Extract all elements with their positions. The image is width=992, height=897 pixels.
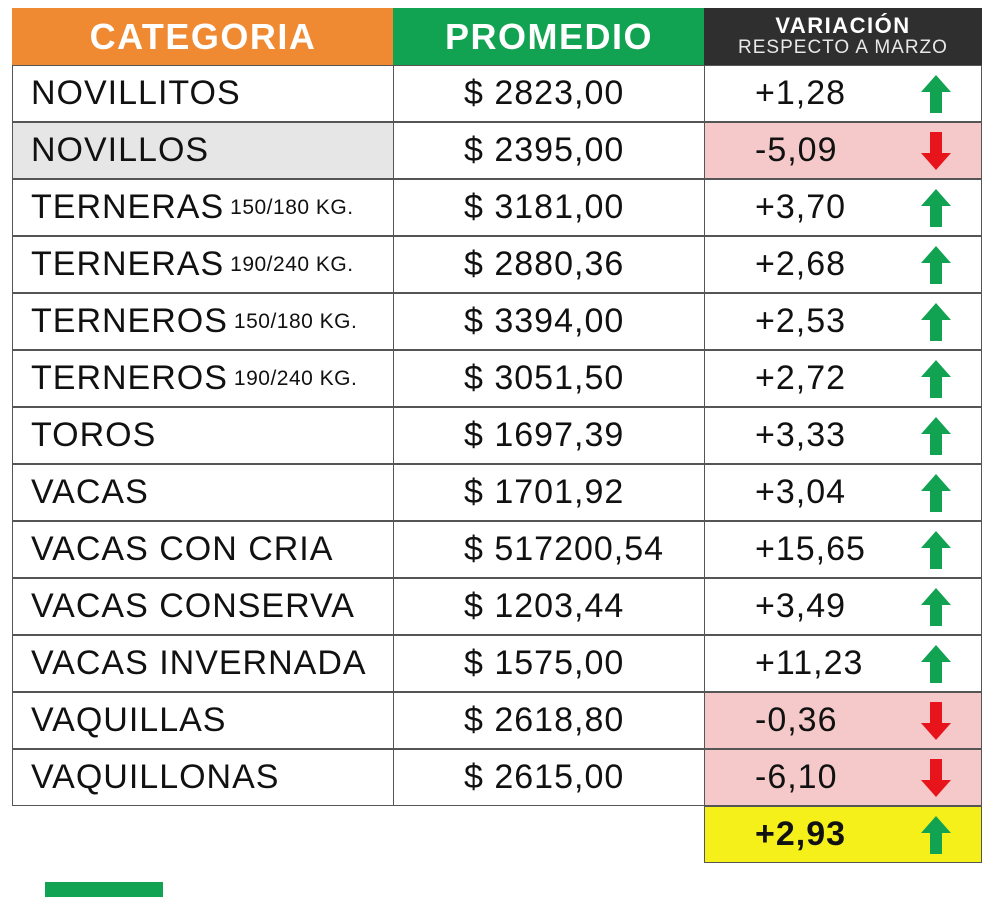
variacion-cell: [704, 464, 982, 521]
arrow-up-icon: [921, 645, 951, 683]
categoria-name: VAQUILLONAS: [31, 758, 280, 796]
categoria-name: NOVILLITOS: [31, 74, 241, 112]
variacion-cell: [704, 179, 982, 236]
arrow-down-icon: [921, 702, 951, 740]
variacion-cell: [704, 122, 982, 179]
variacion-value: +2,68: [755, 245, 847, 283]
arrow-up-icon: [921, 588, 951, 626]
variacion-value: -0,36: [755, 701, 838, 739]
table-row: [12, 65, 982, 122]
promedio-cell: $ 2615,00: [393, 749, 705, 806]
arrow-up-icon: [921, 75, 951, 113]
categoria-cell: [12, 122, 394, 179]
categoria-name: TERNEROS: [31, 359, 228, 397]
total-variacion-value: +2,93: [755, 815, 847, 853]
categoria-cell: [12, 179, 394, 236]
header-variacion-subtitle: RESPECTO A MARZO: [738, 37, 948, 59]
table-row: [12, 350, 982, 407]
arrow-up-icon: [921, 360, 951, 398]
variacion-value: +3,70: [755, 188, 847, 226]
variacion-cell: [704, 692, 982, 749]
footer-accent-bar: [45, 882, 163, 897]
variacion-value: +2,72: [755, 359, 847, 397]
categoria-name: VACAS CONSERVA: [31, 587, 355, 625]
arrow-up-icon: [921, 189, 951, 227]
categoria-name: TERNEROS: [31, 302, 228, 340]
variacion-value: +11,23: [755, 644, 864, 682]
variacion-value: -5,09: [755, 131, 838, 169]
variacion-value: +3,33: [755, 416, 847, 454]
categoria-name: VAQUILLAS: [31, 701, 227, 739]
variacion-cell: [704, 635, 982, 692]
categoria-weight-range: 150/180 KG.: [230, 195, 354, 219]
categoria-cell: [12, 236, 394, 293]
arrow-down-icon: [921, 759, 951, 797]
header-variacion: [704, 8, 982, 65]
arrow-up-icon: [921, 417, 951, 455]
table-row: [12, 464, 982, 521]
table-row: [12, 635, 982, 692]
arrow-down-icon: [921, 132, 951, 170]
categoria-cell: [12, 464, 394, 521]
categoria-weight-range: 150/180 KG.: [233, 309, 358, 333]
variacion-cell: [704, 293, 982, 350]
variacion-cell: [704, 65, 982, 122]
variacion-value: +3,04: [755, 473, 847, 511]
table-row: [12, 293, 982, 350]
categoria-weight-range: 190/240 KG.: [233, 366, 358, 390]
categoria-name: NOVILLOS: [31, 131, 210, 169]
categoria-cell: [12, 749, 394, 806]
promedio-cell: $ 3181,00: [393, 179, 705, 236]
table-row: [12, 578, 982, 635]
price-table: [12, 8, 982, 863]
categoria-name: TOROS: [31, 416, 157, 454]
promedio-cell: $ 1575,00: [393, 635, 705, 692]
arrow-up-icon: [921, 816, 951, 854]
header-promedio: PROMEDIO: [393, 8, 705, 65]
table-row: [12, 407, 982, 464]
table-row: [12, 122, 982, 179]
promedio-cell: $ 2823,00: [393, 65, 705, 122]
promedio-cell: $ 1701,92: [393, 464, 705, 521]
arrow-up-icon: [921, 531, 951, 569]
total-variacion-cell: [704, 806, 982, 863]
variacion-value: +2,53: [755, 302, 847, 340]
variacion-value: -6,10: [755, 758, 838, 796]
variacion-value: +15,65: [755, 530, 866, 568]
categoria-name: VACAS INVERNADA: [31, 644, 367, 682]
variacion-cell: [704, 407, 982, 464]
categoria-name: TERNERAS: [31, 188, 225, 226]
categoria-cell: [12, 65, 394, 122]
promedio-cell: $ 2618,80: [393, 692, 705, 749]
arrow-up-icon: [921, 303, 951, 341]
variacion-cell: [704, 236, 982, 293]
categoria-name: VACAS: [31, 473, 149, 511]
table-header: [12, 8, 982, 65]
categoria-cell: [12, 578, 394, 635]
arrow-up-icon: [921, 474, 951, 512]
promedio-cell: $ 3394,00: [393, 293, 705, 350]
header-variacion-title: VARIACIÓN: [775, 12, 911, 38]
categoria-cell: [12, 350, 394, 407]
variacion-cell: [704, 578, 982, 635]
table-row: [12, 692, 982, 749]
categoria-cell: [12, 521, 394, 578]
variacion-value: +3,49: [755, 587, 847, 625]
promedio-cell: $ 517200,54: [393, 521, 705, 578]
variacion-cell: [704, 350, 982, 407]
variacion-value: +1,28: [755, 74, 847, 112]
table-row: [12, 521, 982, 578]
categoria-name: VACAS CON CRIA: [31, 530, 334, 568]
categoria-cell: [12, 692, 394, 749]
promedio-cell: $ 3051,50: [393, 350, 705, 407]
promedio-cell: $ 2880,36: [393, 236, 705, 293]
arrow-up-icon: [921, 246, 951, 284]
categoria-cell: [12, 635, 394, 692]
table-row: [12, 179, 982, 236]
categoria-name: TERNERAS: [31, 245, 225, 283]
header-categoria: CATEGORIA: [12, 8, 394, 65]
total-row: [12, 806, 982, 863]
categoria-cell: [12, 293, 394, 350]
variacion-cell: [704, 749, 982, 806]
categoria-weight-range: 190/240 KG.: [230, 252, 354, 276]
categoria-cell: [12, 407, 394, 464]
table-row: [12, 236, 982, 293]
table-body: [12, 65, 982, 806]
variacion-cell: [704, 521, 982, 578]
promedio-cell: $ 1203,44: [393, 578, 705, 635]
promedio-cell: $ 1697,39: [393, 407, 705, 464]
promedio-cell: $ 2395,00: [393, 122, 705, 179]
table-row: [12, 749, 982, 806]
